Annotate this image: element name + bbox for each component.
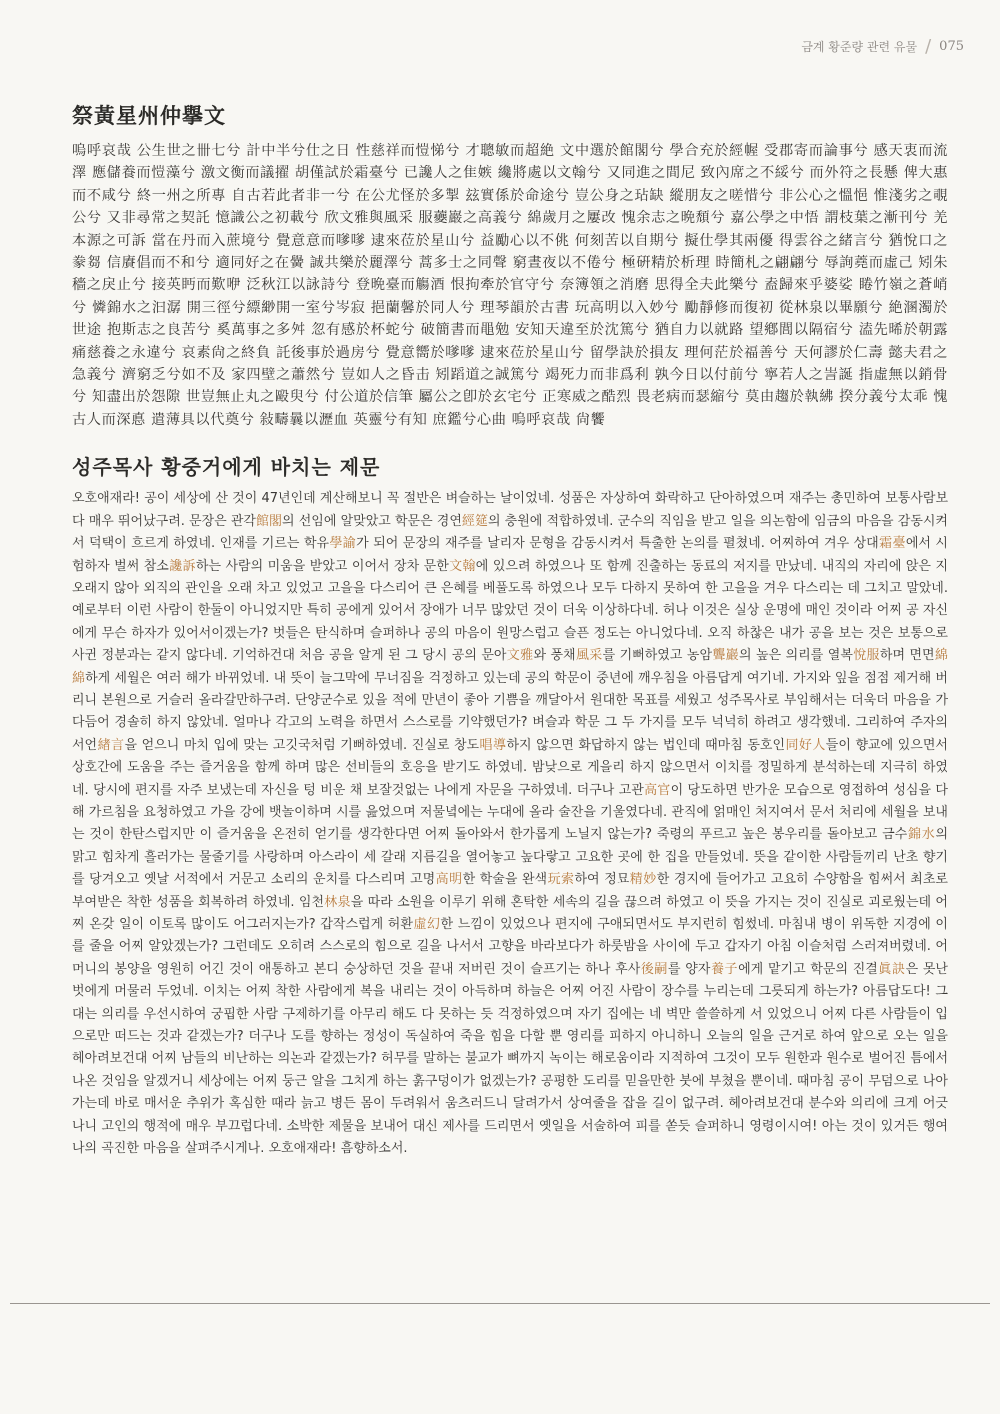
translation-segment: 의 충원에 적합하였네. 군수의 직임을 받고 일을 의논함에 임금의 마음을 감동시켜서 덕택이 흐르게 하였네. 인재를 기르는 학유 [72,513,948,552]
translation-segment: 의 높은 의리를 열복 [739,648,853,664]
hanja-gloss: 綿綿 [72,648,948,686]
translation-segment: 와 풍채 [533,648,576,664]
translation-segment: 에서 시험하자 벌써 참소 [72,536,948,574]
hanja-gloss: 養子 [710,961,739,977]
translation-segment: 들이 향교에 있으면서 상호간에 도움을 주는 즐거움을 함께 하며 많은 선비들의 호응을 받기도 하였네. 밤낮으로 게을리 하지 않으면서 이치를 정밀하게 분석하는데 지극히 하였네. 당시에 편지를 자주 보냈는데 자신을 텅 비운 채 보잘것없는 나에게 자문을 구하였네. 더구나 고관 [72,737,948,798]
footer-divider [10,1303,990,1304]
translation-segment: 가 되어 문장의 재주를 날리자 문형을 감동시켜서 특출한 논의를 펼쳤네. 어찌하여 겨우 상대 [356,536,879,552]
translation-segment: 한 느낌이 있었으나 편지에 구애되면서도 부지런히 힘썼네. 마침내 병이 위독한 지경에 이를 줄을 어찌 알았겠는가? 그런데도 오히려 스스로의 힘으로 길을 나서서 고향을 바라보다가 하룻밤을 사이에 두고 갑자기 아침 이슬처럼 스러져버렸네. 어머니의 봉양을 영원히 어긴 것이 애통하고 본디 숭상하던 것을 끝내 저버린 것이 슬프기는 하나 후사 [72,917,948,977]
running-header [801,36,964,57]
hanja-gloss: 同好人 [785,737,826,753]
translation-segment: 하게 세월은 여러 해가 바뀌었네. 내 뜻이 늘그막에 무너짐을 걱정하고 있는데 공의 학문이 중년에 깨우침을 아름답게 여기네. 가지와 잎을 점점 제거해 버리니 본원으로 거슬러 올라갈만하구려. 단양군수로 있을 적에 만년이 좋아 기쁨을 깨달아서 원대한 목표를 세웠고 성주목사로 부임해서는 더욱더 마음을 가다듬어 경솔히 하지 않았네. 얼마나 각고의 노력을 하면서 스스로를 기약했던가? 벼슬과 학문 그 두 가지를 모두 넉넉히 하려고 생각했네. 그리하여 주자의 서언 [72,670,948,753]
hanja-gloss: 高官 [643,782,671,798]
translation-segment: 를 양자 [668,961,711,977]
hanja-gloss: 霜臺 [878,536,906,552]
hanja-gloss: 緖言 [97,737,125,753]
translation-segment: 하는 사람의 미움을 받았고 이어서 장차 문한 [195,558,449,574]
translation-segment: 이 당도하면 반가운 모습으로 영접하여 성심을 다해 가르침을 요청하였고 가을 강에 뱃놀이하며 시를 읊었으며 저물녘에는 누대에 올라 술잔을 기울였다네. 관직에 얽매인 처지여서 문서 처리에 세월을 보내는 것이 한탄스럽지만 이 즐거움을 온전히 얻기를 생각한다면 어찌 돌아와서 한가롭게 노닐지 않는가? 죽령의 푸르고 높은 봉우리를 돌아보고 금수 [72,782,948,843]
hanja-gloss: 精妙 [629,872,657,888]
header-divider: / [925,36,932,57]
translation-segment: 한 경지에 들어가고 고요히 수양함을 힘써서 최초로 부여받은 착한 성품을 회복하려 하였네. 임천 [72,872,948,910]
hanja-gloss: 虛幻 [412,917,441,932]
translation-segment: 을 얻으니 마치 입에 맞는 고깃국처럼 기뻐하였네. 진실로 창도 [124,737,480,753]
classical-title: 祭黃星州仲擧文 [72,103,226,128]
hanja-gloss: 文翰 [448,558,476,574]
hanja-gloss: 悅服 [852,648,880,664]
translation-segment: 한 학술을 완색 [462,872,548,888]
hanja-gloss: 林泉 [324,894,351,910]
translation-segment: 오호애재라! 공이 세상에 산 것이 47년인데 계산해보니 꼭 절반은 벼슬하는 날이었네. 성품은 자상하여 화락하고 단아하였으며 재주는 총민하여 보통사람보다 매우 뛰어났구려. 문장은 관각 [72,491,948,529]
hanja-gloss: 讒訴 [168,558,196,574]
translation-segment: 은 못난 벗에게 머물러 두었네. 이치는 어찌 착한 사람에게 복을 내리는 것이 아득하며 하늘은 어찌 어진 사람이 장수를 누리는데 그릇되게 하는가? 아름답도다! 그대는 의리를 우선시하여 궁핍한 사람 구제하기를 아무리 해도 다 못하는 듯 걱정하였으며 자기 집에는 네 벽만 쓸쓸하게 서 있었으니 어찌 다른 사람들이 입으로만 떠드는 것과 같겠는가? 더구나 도를 향하는 정성이 독실하여 죽을 힘을 다할 뿐 영리를 피하지 아니하니 오늘의 일을 근거로 하여 앞으로 오는 일을 헤아려보건대 어찌 남들의 비난하는 의논과 같겠는가? 허무를 말하는 불교가 뼈까지 녹이는 해로움이라 지적하여 그것이 모두 원한과 원수로 벌어진 틈에서 나온 것임을 알겠거니 세상에는 어찌 둥근 알을 그치게 하는 훍구덩이가 없겠는가? 공평한 도리를 믿을만한 붓에 부쳤을 뿐이네. 때마침 공이 무덤으로 나아가는데 바로 매서운 추위가 혹심한 때라 늙고 병든 몸이 두려워서 움츠러드니 달려가서 상여줄을 잡을 길이 없구려. 헤아려보건대 분수와 의리에 크게 어긋나니 고인의 행적에 매우 부끄럽다네. 소박한 제물을 보내어 대신 제사를 드리면서 옛일을 서술하여 피를 쏟듯 슬퍼하니 영령이시여! 아는 것이 있거든 행여 나의 곡진한 마음을 살펴주시게나. 오호애재라! 흠향하소서. [72,961,948,1157]
translation-segment: 을 따라 소원을 이루기 위해 혼탁한 세속의 길을 끊으려 하였고 이 뜻을 가지는 것이 진실로 괴로웠는데 어찌 온갖 일이 이토록 많이도 어그러지는가? 갑작스럽게 허환 [72,894,948,932]
hanja-gloss: 館閣 [255,513,283,529]
page-content [72,100,948,1160]
translation-segment: 에게 맡기고 학문의 진결 [738,961,878,977]
translation-segment: 하여 정묘 [574,872,630,888]
page-number: 075 [939,39,964,54]
hanja-gloss: 高明 [435,872,463,888]
translation-segment: 의 선임에 알맞았고 학문은 경연 [282,513,462,529]
translation-segment: 하지 않으면 화답하지 않는 법인데 때마침 동호인 [506,737,786,753]
classical-text: 嗚呼哀哉 公生世之卌七兮 計中半兮仕之日 性慈祥而愷悌兮 才聰敏而超絶 文中選於館閣兮 學合充於經幄 受郡寄而論事兮 感天衷而流澤 應儲養而愷藻兮 激文衡而議擢 胡僅試於霜臺兮 已讒人之隹嫉 纔將處以文翰兮 又同進之間尼 致內席之不綏兮 而外符之長懸 俾大惠而不咸兮 終一州之所專 自古若此者非一兮 在公尤怪於多掣 玆實係於命途兮 豈公身之玷缺 縱朋友之嗟惜兮 非公心之慍悒 惟淺劣之覗公兮 又非尋常之契託 憶識公之初載兮 欣文雅與風采 服虁巖之高義兮 綿歲月之屢改 愧余志之晩頹兮 嘉公學之中悟 謂枝葉之漸刊兮 羌本源之可訴 當在丹而入蔗境兮 覺意意而嗲嗲 逮來莅於星山兮 益勵心以不佻 何刻苦以自期兮 擬仕學其兩優 得雲谷之緒言兮 猶悅口之豢芻 信賡倡而不和兮 適同好之在黌 誠共樂於麗澤兮 蒿多士之同聲 窮晝夜以不倦兮 極硏精於析理 時簡札之翩翩兮 辱詢蕘而虛己 矧朱穡之戾止兮 接英眄而歎咿 泛秋江以詠詩兮 登晩臺而觴酒 恨拘牽於官守兮 奈簿領之消磨 思得全夫此樂兮 盍歸來乎婆娑 睠竹嶺之蒼峭兮 憐錦水之汩潺 開三徑兮縹緲開一室兮岑寂 挹蘭馨於同人兮 理琴韻於古書 玩高明以入妙兮 勵靜修而復初 從林泉以畢願兮 絶溷濁於世途 抱斯志之良苦兮 奚萬事之多舛 忽有感於杯蛇兮 破簡書而黽勉 安知天違至於沈篤兮 猶自力以就路 望鄕閭以隔宿兮 溘先晞於朝露 痛慈養之永違兮 哀素尙之終負 託後事於過房兮 覺意嚮於嗲嗲 逮來莅於星山兮 留學訣於損友 理何茫於福善兮 天何謬於仁壽 懿夫君之急義兮 濟窮乏兮如不及 家四壁之蕭然兮 豈如人之昏击 矧蹈道之誠篤兮 竭死力而非爲利 孰今日以付前兮 寧若人之訔誕 指虛無以銷骨兮 知盡出於怨隙 世豈無止丸之毆臾兮 付公道於信筆 屬公之卽於玄宅兮 正寒威之酷烈 畏老病而瑟縮兮 莫由趨於執紼 揆分義兮太乖 愧古人而深悳 遣薄具以代奠兮 敍疇曩以瀝血 英靈兮有知 庶鑑兮心曲 嗚呼哀哉 尙饗 [72,143,948,428]
hanja-gloss: 眞訣 [877,961,906,977]
hanja-gloss: 唱導 [479,737,507,753]
section-title: 금계 황준량 관련 유물 [801,40,918,54]
hanja-gloss: 錦水 [907,827,936,843]
translation-segment: 하며 면면 [879,648,935,664]
hanja-gloss: 經筵 [461,513,488,529]
hanja-gloss: 學諭 [329,536,357,552]
translation-text [72,488,948,1160]
translation-segment: 의 맑고 힘차게 흘러가는 물줄기를 사랑하며 아스라이 세 갈래 지름길을 열어놓고 높다랗고 고요한 곳에 한 집을 만들었네. 뜻을 같이한 사람들끼리 난초 향기를 당겨오고 옛날 서적에서 거문고 소리의 운치를 다스리며 고명 [72,827,948,888]
hanja-gloss: 風采 [575,648,603,664]
hanja-gloss: 後嗣 [640,961,668,977]
translation-segment: 를 기뻐하였고 농암 [602,648,713,664]
hanja-gloss: 玩索 [547,872,575,888]
hanja-gloss: 文雅 [506,648,534,664]
translation-segment: 에 있으려 하였으나 또 함께 진출하는 동료의 저지를 만났네. 내직의 자리에 앉은 지 오래지 않아 외직의 관인을 오래 차고 있었고 고을을 다스리어 큰 은혜를 베풀도록 하였으나 모두 다하지 못하여 한 고을을 겨우 다스리는 데 그치고 말았네. 예로부터 이런 사람이 한둘이 아니었지만 특히 공에게 있어서 장애가 너무 많았던 것이 더욱 이상하다네. 허나 이것은 실상 운명에 매인 것이라 어찌 공 자신에게 무슨 하자가 있어서이겠는가? 벗들은 탄식하며 슬퍼하나 공의 마음이 원망스럽고 슬픈 정도는 아니었다네. 오직 하찮은 내가 공을 보는 것은 보통으로 사귄 정분과는 같지 않다네. 기억하건대 처음 공을 알게 된 그 당시 공의 문아 [72,558,948,664]
hanja-gloss: 聾巖 [712,648,740,664]
translation-title: 성주목사 황중거에게 바치는 제문 [72,455,381,480]
